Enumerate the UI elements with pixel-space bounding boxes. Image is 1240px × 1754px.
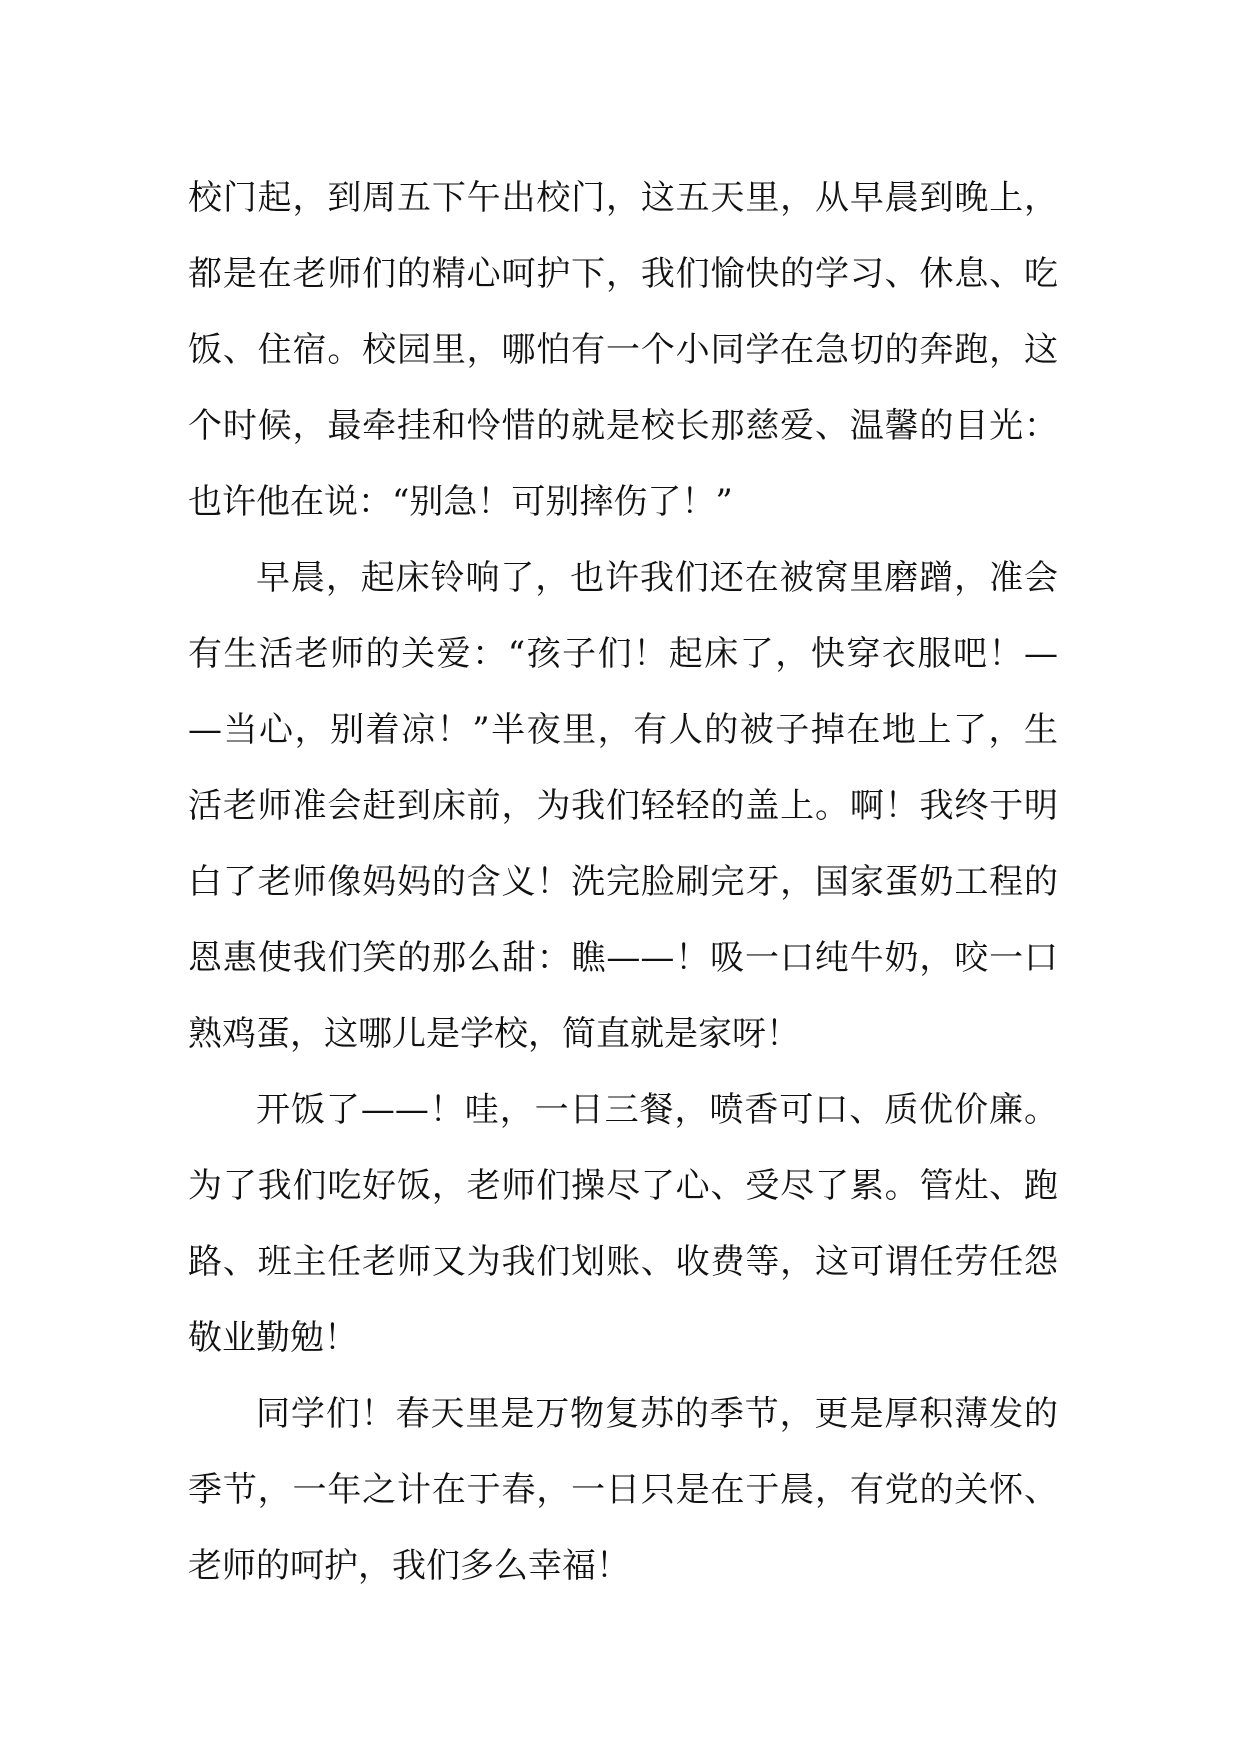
text-line: 路、班主任老师又为我们划账、收费等，这可谓任劳任怨 xyxy=(188,1242,1058,1282)
text-line: 敬业勤勉！ xyxy=(188,1318,358,1358)
paragraph-start-line: 早晨，起床铃响了，也许我们还在被窝里磨蹭，准会 xyxy=(256,558,1058,598)
text-line: 为了我们吃好饭，老师们操尽了心、受尽了累。管灶、跑 xyxy=(188,1166,1058,1206)
document-body xyxy=(188,160,1058,1604)
text-line: 都是在老师们的精心呵护下，我们愉快的学习、休息、吃 xyxy=(188,254,1058,294)
text-line: 活老师准会赶到床前，为我们轻轻的盖上。啊！我终于明 xyxy=(188,786,1058,826)
text-line: 校门起，到周五下午出校门，这五天里，从早晨到晚上， xyxy=(188,178,1058,218)
text-line: 熟鸡蛋，这哪儿是学校，简直就是家呀！ xyxy=(188,1014,800,1054)
text-line: —当心，别着凉！”半夜里，有人的被子掉在地上了，生 xyxy=(188,710,1058,750)
text-line: 老师的呵护，我们多么幸福！ xyxy=(188,1546,630,1586)
text-line: 饭、住宿。校园里，哪怕有一个小同学在急切的奔跑，这 xyxy=(188,330,1058,370)
text-line: 有生活老师的关爱：“孩子们！起床了，快穿衣服吧！— xyxy=(188,634,1058,674)
text-line: 季节，一年之计在于春，一日只是在于晨，有党的关怀、 xyxy=(188,1470,1058,1510)
text-line: 也许他在说：“别急！可别摔伤了！” xyxy=(188,482,733,522)
paragraph-start-line: 同学们！春天里是万物复苏的季节，更是厚积薄发的 xyxy=(256,1394,1058,1434)
paragraph-start-line: 开饭了——！哇，一日三餐，喷香可口、质优价廉。 xyxy=(256,1090,1058,1130)
text-line: 个时候，最牵挂和怜惜的就是校长那慈爱、温馨的目光： xyxy=(188,406,1058,446)
text-line: 恩惠使我们笑的那么甜：瞧——！吸一口纯牛奶，咬一口 xyxy=(188,938,1058,978)
text-line: 白了老师像妈妈的含义！洗完脸刷完牙，国家蛋奶工程的 xyxy=(188,862,1058,902)
